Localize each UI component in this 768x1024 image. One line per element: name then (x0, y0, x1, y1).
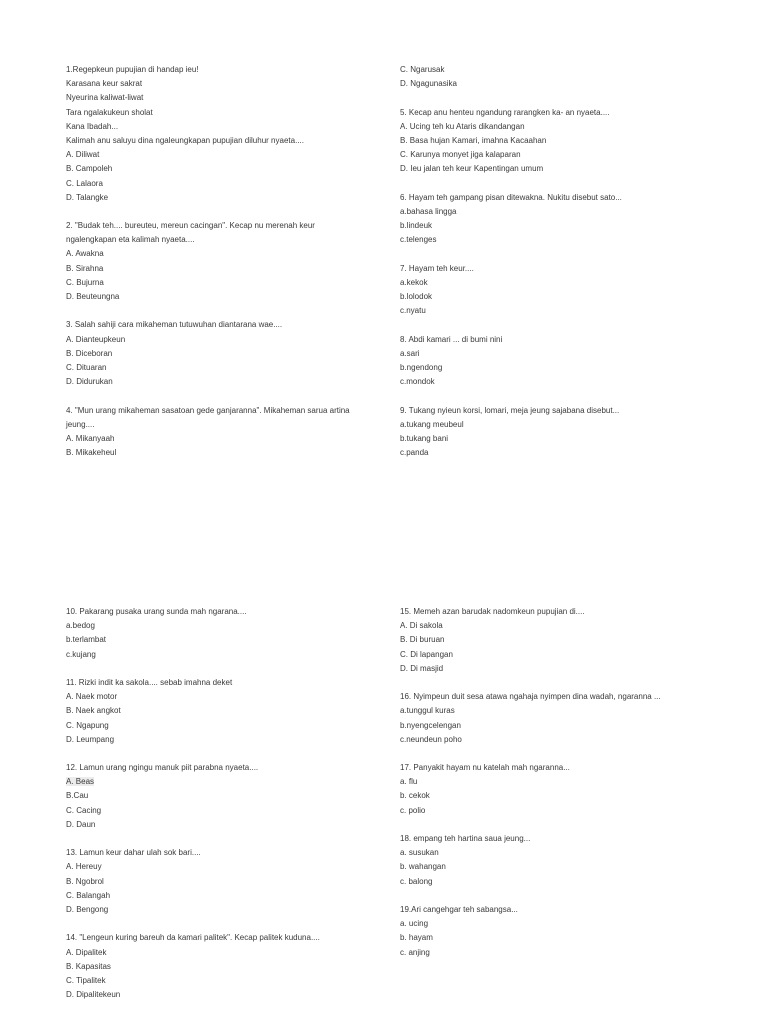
answer-line: Karasana keur sakrat (66, 79, 143, 89)
answer-line: Tara ngalakukeun sholat (66, 107, 153, 117)
question-block (400, 63, 730, 91)
spacer (400, 676, 730, 690)
answer-line: a. ucing (400, 919, 429, 929)
answer-line (66, 775, 396, 789)
answer-line: D. Leumpang (66, 734, 115, 744)
answer-line: C. Cacing (66, 805, 102, 815)
spacer (400, 247, 730, 261)
question-block (400, 832, 730, 889)
spacer (66, 304, 396, 318)
answer-line: b.terlambat (66, 635, 107, 645)
answer-line: B. Kapasitas (66, 961, 111, 971)
answer-line: A. Diliwat (66, 150, 100, 160)
question-text: 1.Regepkeun pupujian di handap ieu! (66, 65, 199, 74)
answer-line: B. Diceboran (66, 348, 113, 358)
answer-line: C. Dituaran (66, 362, 107, 372)
spacer (66, 389, 396, 403)
highlighted-answer: A. Beas (66, 777, 95, 787)
answer-line: D. Daun (66, 819, 96, 829)
answer-line: D. Didurukan (66, 377, 113, 387)
answer-line: c.mondok (400, 377, 435, 387)
spacer (400, 747, 730, 761)
answer-line: B. Sirahna (66, 263, 104, 273)
answer-line: a.tunggul kuras (400, 706, 455, 716)
question-block (400, 690, 730, 747)
answer-line: b.nyengcelengan (400, 720, 461, 730)
question-block (400, 106, 730, 177)
question-block (66, 318, 396, 389)
answer-line: C. Tipalitek (66, 975, 106, 985)
question-text: 15. Memeh azan barudak nadomkeun pupujian di.... (400, 607, 585, 616)
question-text: 9. Tukang nyieun korsi, lomari, meja jeung sajabana disebut... (400, 405, 620, 415)
answer-line: B. Naek angkot (66, 706, 121, 716)
answer-line: D. Di masjid (400, 663, 444, 673)
answer-line: A. Dipalitek (66, 947, 107, 957)
answer-line: D. Beuteungna (66, 292, 120, 301)
spacer (400, 389, 730, 403)
question-text: 16. Nyimpeun duit sesa atawa ngahaja nyimpen dina wadah, ngaranna ... (400, 692, 661, 702)
question-block (66, 219, 396, 304)
question-text: 14. "Lengeun kuring bareuh da kamari palitek". Kecap palitek kuduna.... (66, 933, 320, 943)
answer-line: A. Mikanyaah (66, 433, 115, 443)
answer-line: C. Ngapung (66, 720, 109, 730)
answer-line: D. Ieu jalan teh keur Kapentingan umum (400, 164, 544, 174)
question-text: 12. Lamun urang ngingu manuk piit parabna nyaeta.... (66, 763, 259, 773)
answer-line: c.neundeun poho (400, 734, 462, 744)
question-block (400, 903, 730, 960)
question-block (66, 761, 396, 832)
question-text: 13. Lamun keur dahar ulah sok bari.... (66, 848, 201, 858)
question-text: 18. empang teh hartina saua jeung... (400, 834, 531, 843)
spacer (66, 205, 396, 219)
question-text: 4. "Mun urang mikaheman sasatoan gede ganjaranna". Mikaheman sarua artina (66, 405, 350, 415)
answer-line: c. anjing (400, 947, 430, 957)
question-block (66, 63, 396, 205)
question-text: 8. Abdi kamari ... di bumi nini (400, 334, 503, 344)
question-block (66, 931, 396, 1002)
spacer (66, 662, 396, 676)
answer-line: B. Ngobrol (66, 876, 104, 886)
question-block (400, 605, 730, 676)
answer-line: A. Hereuy (66, 862, 102, 872)
answer-line: a.sari (400, 348, 420, 358)
question-block (66, 404, 396, 461)
answer-line: A. Dianteupkeun (66, 334, 126, 344)
answer-line: a.kekok (400, 277, 428, 287)
spacer (400, 91, 730, 105)
answer-line: A. Ucing teh ku Ataris dikandangan (400, 121, 525, 131)
answer-line: c.nyatu (400, 306, 426, 316)
question-text: 11. Rizki indit ka sakola.... sebab imahna deket (66, 677, 233, 687)
spacer (400, 889, 730, 903)
question-text: 5. Kecap anu henteu ngandung rarangken ka- an nyaeta.... (400, 107, 610, 117)
answer-line: C. Balangah (66, 890, 111, 900)
question-block (400, 404, 730, 461)
question-text: 2. "Budak teh.... bureuteu, mereun cacingan". Kecap nu merenah keur (66, 221, 315, 231)
question-block (400, 262, 730, 319)
answer-line: b.tukang bani (400, 433, 449, 443)
question-block (66, 676, 396, 747)
answer-line: C. Di lapangan (400, 649, 453, 659)
answer-line: B. Mikakeheul (66, 448, 117, 458)
column-bottom-right (400, 605, 730, 960)
column-top-left (66, 63, 396, 460)
answer-line: b. hayam (400, 933, 433, 943)
question-block (66, 605, 396, 662)
answer-line: Kalimah anu saluyu dina ngaleungkapan pupujian diluhur nyaeta.... (66, 135, 304, 145)
question-block (400, 191, 730, 248)
answer-line: a.bedog (66, 621, 95, 631)
answer-line: b. cekok (400, 791, 430, 801)
spacer (400, 177, 730, 191)
question-text: 17. Panyakit hayam nu katelah mah ngaranna... (400, 763, 570, 773)
answer-line: C. Lalaora (66, 178, 103, 188)
answer-line: b. wahangan (400, 862, 446, 872)
question-text: 7. Hayam teh keur.... (400, 263, 474, 273)
answer-line: b.ngendong (400, 362, 443, 372)
answer-line: ngalengkapan eta kalimah nyaeta.... (66, 235, 195, 245)
spacer (400, 318, 730, 332)
spacer (400, 818, 730, 832)
answer-line: A. Naek motor (66, 692, 118, 702)
answer-line: B. Basa hujan Kamari, imahna Kacaahan (400, 135, 547, 145)
question-text: 19.Ari cangehgar teh sabangsa... (400, 904, 518, 914)
spacer (66, 747, 396, 761)
answer-line: a. susukan (400, 848, 439, 858)
answer-line: c.panda (400, 448, 429, 458)
question-text: C. Ngarusak (400, 65, 445, 74)
question-text: 6. Hayam teh gampang pisan ditewakna. Nukitu disebut sato... (400, 192, 622, 202)
answer-line: Kana Ibadah... (66, 121, 119, 131)
answer-line: c.telenges (400, 235, 437, 245)
answer-line: B. Di buruan (400, 635, 445, 645)
answer-line: C. Bujurna (66, 277, 104, 287)
answer-line: c.kujang (66, 649, 96, 659)
answer-line: B. Campoleh (66, 164, 113, 174)
answer-line: C. Karunya monyet jiga kalaparan (400, 150, 521, 160)
spacer (66, 917, 396, 931)
answer-line: D. Dipalitekeun (66, 990, 121, 1000)
answer-line: D. Ngagunasika (400, 79, 457, 89)
answer-line: B.Cau (66, 791, 89, 801)
spacer (66, 832, 396, 846)
question-block (400, 333, 730, 390)
answer-line: a.tukang meubeul (400, 419, 464, 429)
answer-line: D. Bengong (66, 904, 109, 914)
column-top-right (400, 63, 730, 460)
question-block (66, 846, 396, 917)
question-block (400, 761, 730, 818)
answer-line: D. Talangke (66, 192, 109, 202)
answer-line: A. Di sakola (400, 621, 443, 631)
answer-line: c. polio (400, 805, 426, 815)
answer-line: jeung.... (66, 419, 95, 429)
answer-line: a.bahasa lingga (400, 206, 457, 216)
answer-line: c. balong (400, 876, 433, 886)
column-bottom-left (66, 605, 396, 1002)
question-text: 3. Salah sahiji cara mikaheman tutuwuhan diantarana wae.... (66, 320, 283, 330)
answer-line: A. Awakna (66, 249, 104, 259)
answer-line: b.lolodok (400, 292, 433, 301)
answer-line: b.lindeuk (400, 221, 433, 231)
question-text: 10. Pakarang pusaka urang sunda mah ngarana.... (66, 607, 247, 616)
answer-line: a. flu (400, 777, 418, 787)
answer-line: Nyeurina kaliwat-liwat (66, 93, 144, 103)
